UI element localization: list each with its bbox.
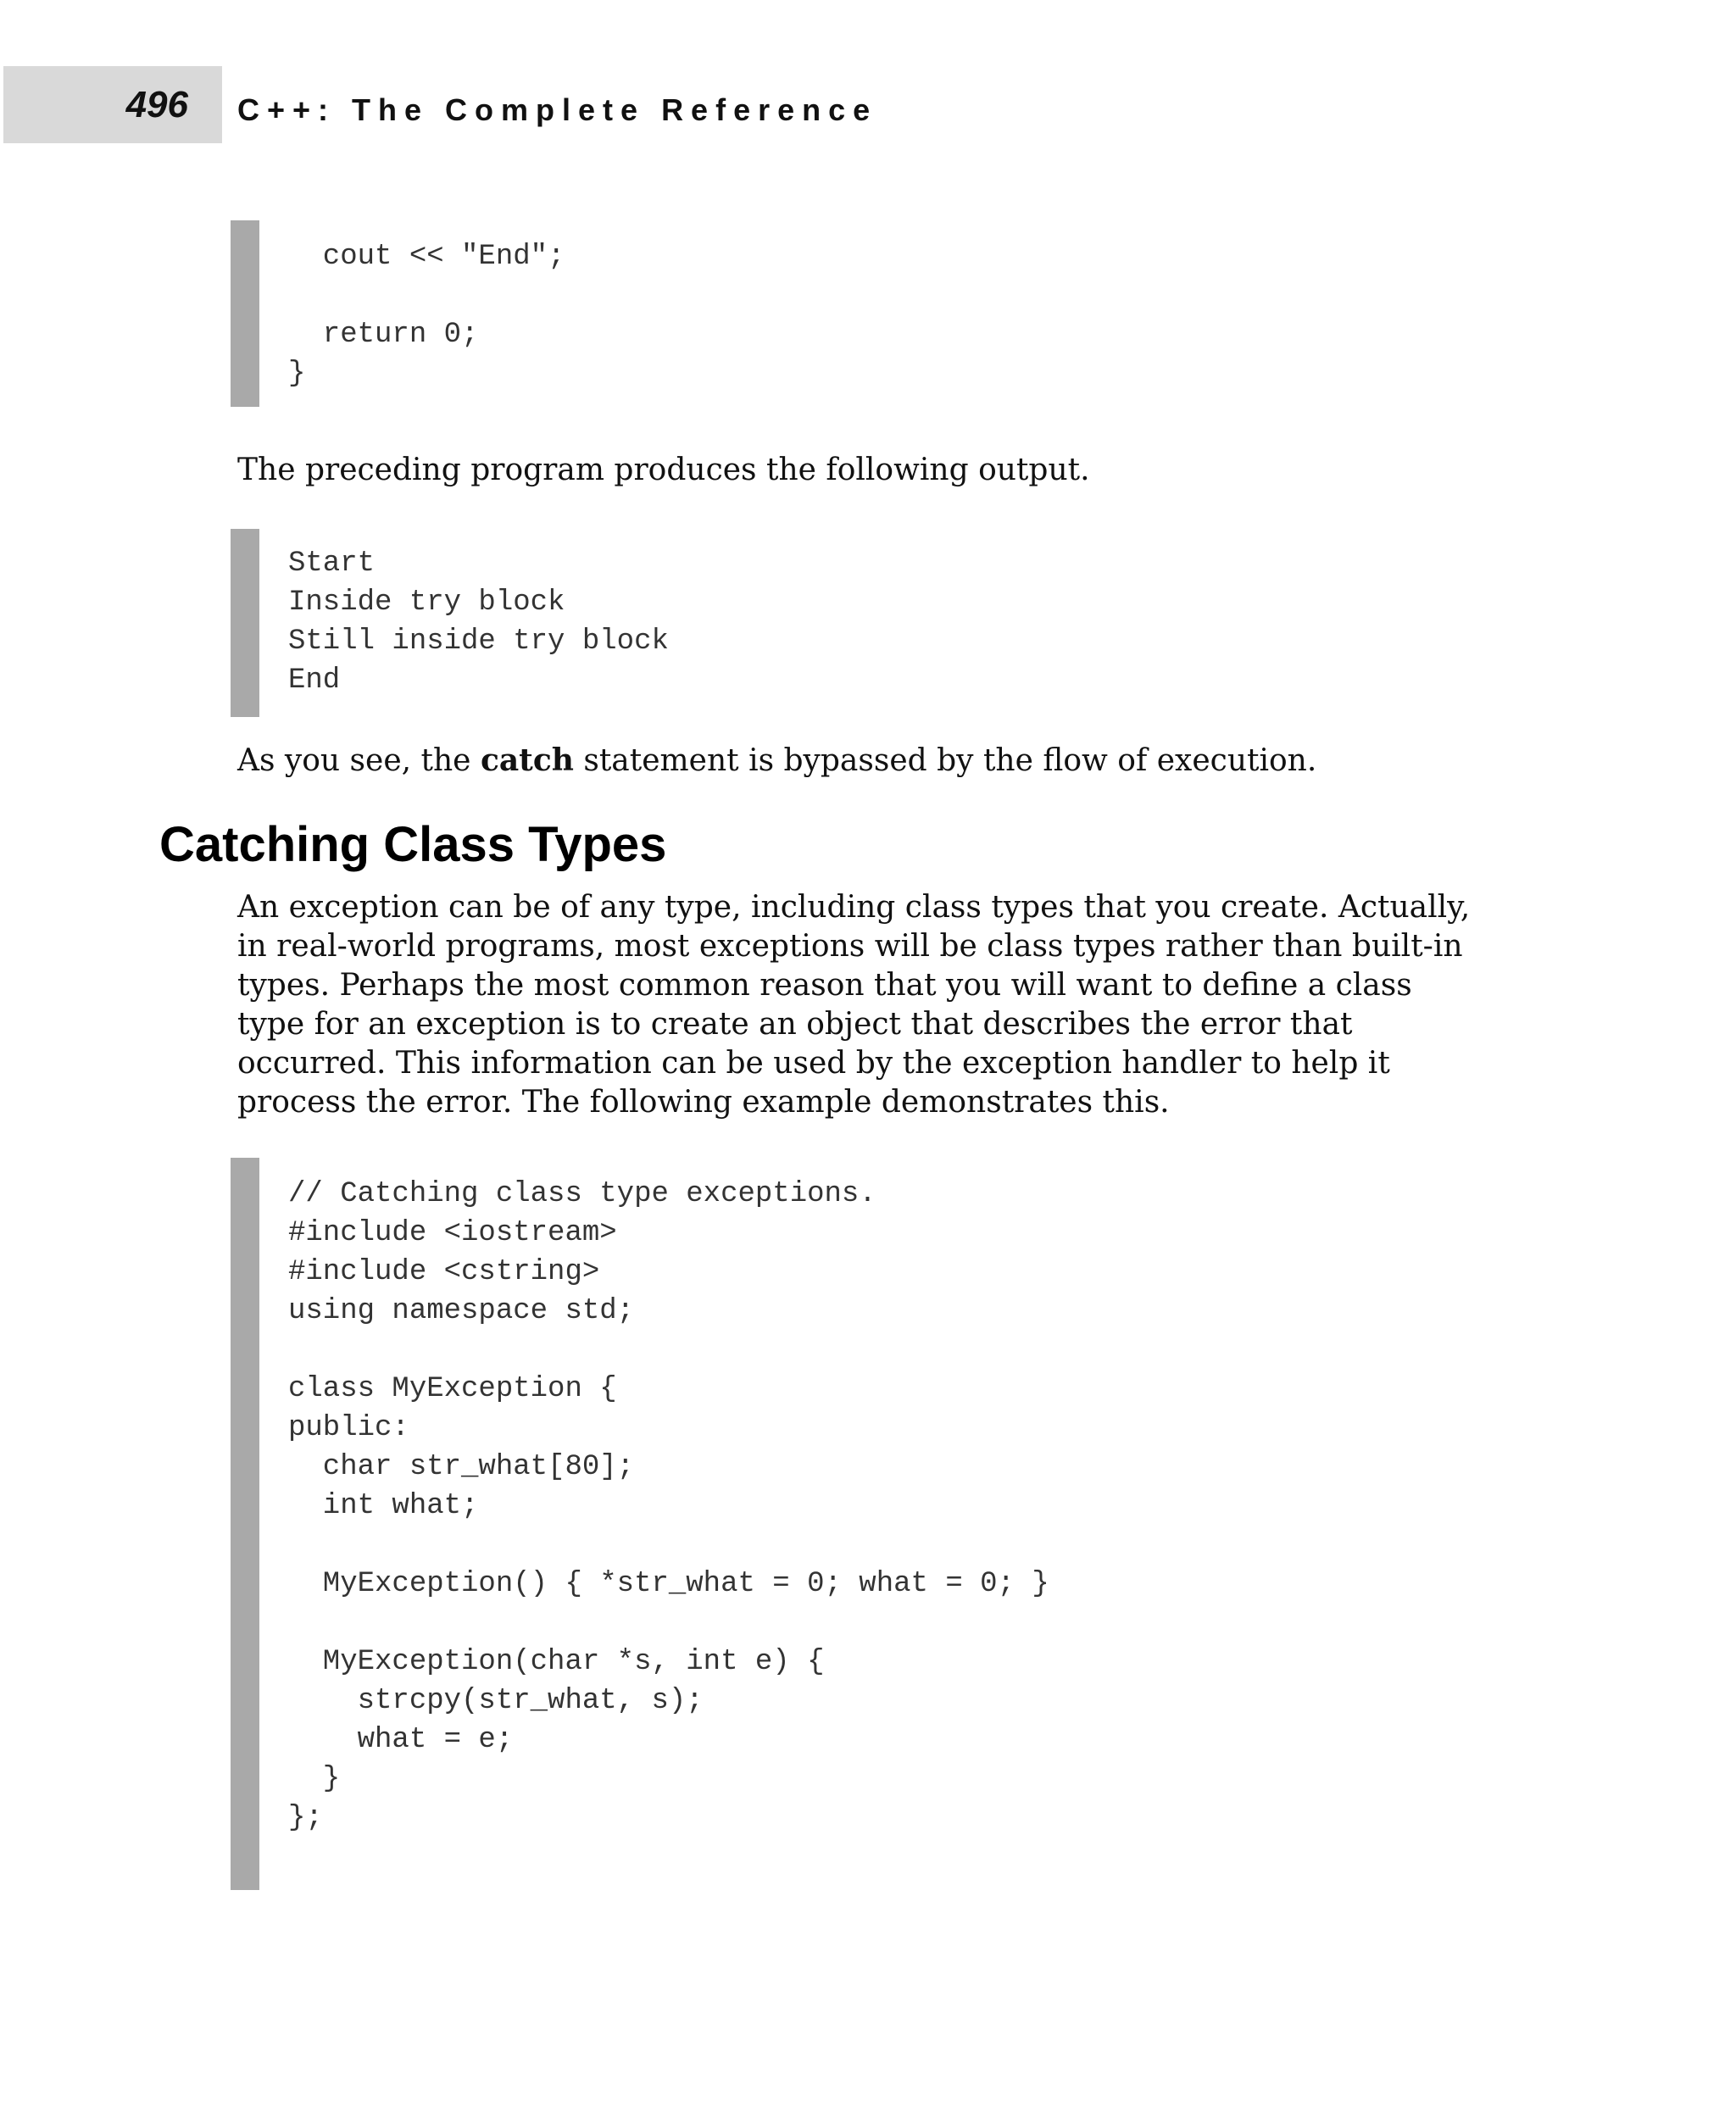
page-number-tab [3,66,222,143]
catch-keyword: catch [480,742,574,778]
page-number: 496 [125,84,188,125]
code-block-end-of-program [231,220,565,407]
running-head: C++: The Complete Reference [237,92,878,127]
bypass-text-after: statement is bypassed by the flow of execution. [573,743,1317,778]
bypass-paragraph [237,741,1475,781]
program-output: Start Inside try block Still inside try block End [288,548,669,697]
program-output-block [231,529,669,717]
code-listing: // Catching class type exceptions. #include <iostream> #include <cstring> using namespace std; class MyException { public: char str_what[80]; int what; MyException() { *str_what = 0; what = 0; } MyException(char *s, int e) { strcpy(str_what, s); what = e; } }; [288,1178,1049,1834]
code-listing: cout << "End"; return 0; } [288,241,565,390]
bypass-text-before: As you see, the [237,743,481,778]
section-heading: Catching Class Types [159,817,667,872]
output-intro-paragraph: The preceding program produces the following output. [237,453,1090,487]
section-intro-paragraph: An exception can be of any type, including class types that you create. Actually, in real-world programs, most exceptions will be class types rather than built-in types. Perhaps the most common reason that you will want to define a class type for an exception is to create an object that describes the error that occurred. This information can be used by the exception handler to help it process the error. The following example demonstrates this. [237,890,1471,1120]
code-block-class-exceptions [231,1158,1049,1890]
